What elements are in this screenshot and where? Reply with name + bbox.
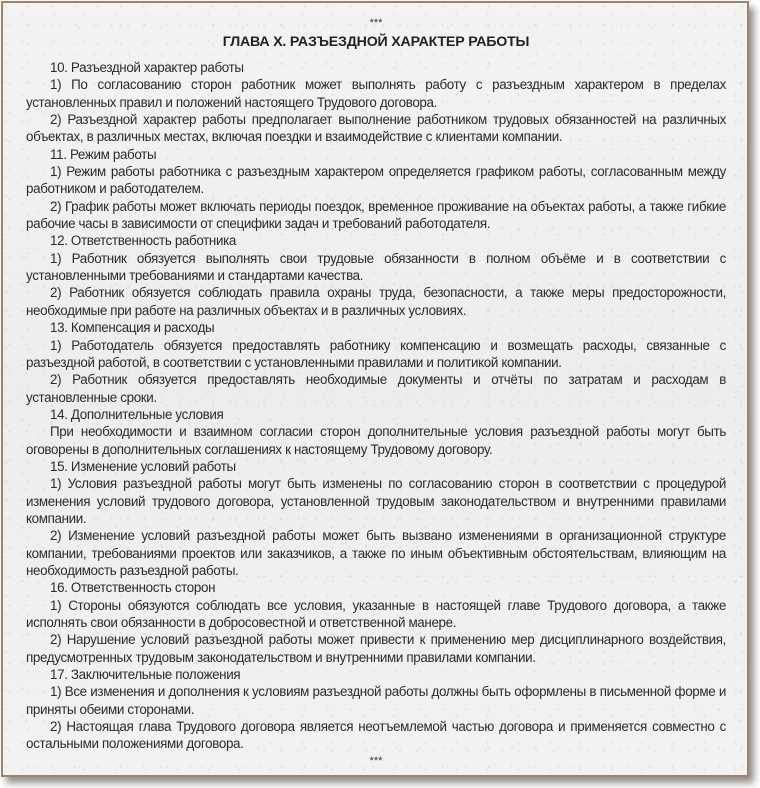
document-content [26, 17, 726, 767]
section-heading: 17. Заключительные положения [50, 667, 241, 683]
separator-top: *** [369, 17, 383, 29]
paragraph: 1) Условия разъездной работы могут быть изменены по согласованию сторон в соответствии с процедурой изменения условий трудового договора, установленной трудовым законодательством и внутренними правилами компании. [26, 476, 726, 526]
section-heading: 13. Компенсация и расходы [50, 320, 215, 336]
paragraph: При необходимости и взаимном согласии сторон дополнительные условия разъездной работы могут быть оговорены в дополнительных соглашениях к настоящему Трудовому договору. [26, 424, 726, 457]
section-heading: 11. Режим работы [50, 146, 157, 162]
chapter-title: ГЛАВА Х. РАЗЪЕЗДНОЙ ХАРАКТЕР РАБОТЫ [222, 34, 530, 50]
section-11 [26, 146, 726, 233]
paragraph: 2) Настоящая глава Трудового договора является неотъемлемой частью договора и применяется совместно с остальными положениями договора. [26, 719, 726, 752]
document-sheet [1, 1, 749, 777]
section-14 [26, 406, 726, 458]
section-heading: 16. Ответственность сторон [50, 580, 216, 596]
paragraph: 1) Все изменения и дополнения к условиям разъездной работы должны быть оформлены в письменной форме и приняты обеими сторонами. [26, 684, 726, 717]
separator-bottom: *** [369, 754, 383, 767]
paragraph: 2) Нарушение условий разъездной работы может привести к применению мер дисциплинарного воздействия, предусмотренных трудовым законодательством и внутренними правилами компании. [26, 632, 726, 665]
section-15 [26, 458, 726, 579]
paragraph: 2) Разъездной характер работы предполагает выполнение работником трудовых обязанностей на различных объектах, в различных местах, включая поездки и взаимодействие с клиентами компании. [26, 112, 726, 145]
section-17 [26, 666, 726, 753]
paragraph: 2) Работник обязуется соблюдать правила охраны труда, безопасности, а также меры предосторожности, необходимые при работе на различных объектах и в различных условиях. [26, 285, 726, 318]
section-16 [26, 579, 726, 666]
paragraph: 1) Работник обязуется выполнять свои трудовые обязанности в полном объёме и в соответствии с установленными требованиями и стандартами качества. [26, 250, 726, 284]
paragraph: 1) Режим работы работника с разъездным характером определяется графиком работы, согласованным между работником и работодателем. [26, 164, 726, 197]
section-10 [26, 59, 726, 146]
section-13 [26, 319, 726, 406]
section-heading: 12. Ответственность работника [50, 233, 237, 249]
paragraph: 2) Изменение условий разъездной работы может быть вызвано изменениями в организационной структуре компании, требованиями проектов или заказчиков, а также по иным объективным обстоятельствам, влияющим на необходимость разъездной работы. [26, 528, 726, 578]
paragraph: 1) Работодатель обязуется предоставлять работнику компенсацию и возмещать расходы, связанные с разъездной работой, в соответствии с установленными правилами и политикой компании. [26, 337, 726, 370]
paragraph: 1) По согласованию сторон работник может выполнять работу с разъездным характером в пределах установленных правил и положений настоящего Трудового договора. [26, 77, 726, 110]
paragraph: 1) Стороны обязуются соблюдать все условия, указанные в настоящей главе Трудового договора, а также исполнять свои обязанности в добросовестной и ответственной манере. [26, 597, 726, 630]
section-heading: 10. Разъездной характер работы [50, 60, 244, 75]
section-12 [26, 232, 726, 319]
section-heading: 15. Изменение условий работы [50, 458, 236, 474]
paragraph: 2) График работы может включать периоды поездок, временное проживание на объектах работы, а также гибкие рабочие часы в зависимости от специфики задач и требований работодателя. [26, 198, 726, 232]
paragraph: 2) Работник обязуется предоставлять необходимые документы и отчёты по затратам и расходам в установленные сроки. [26, 372, 726, 405]
section-heading: 14. Дополнительные условия [50, 406, 224, 422]
